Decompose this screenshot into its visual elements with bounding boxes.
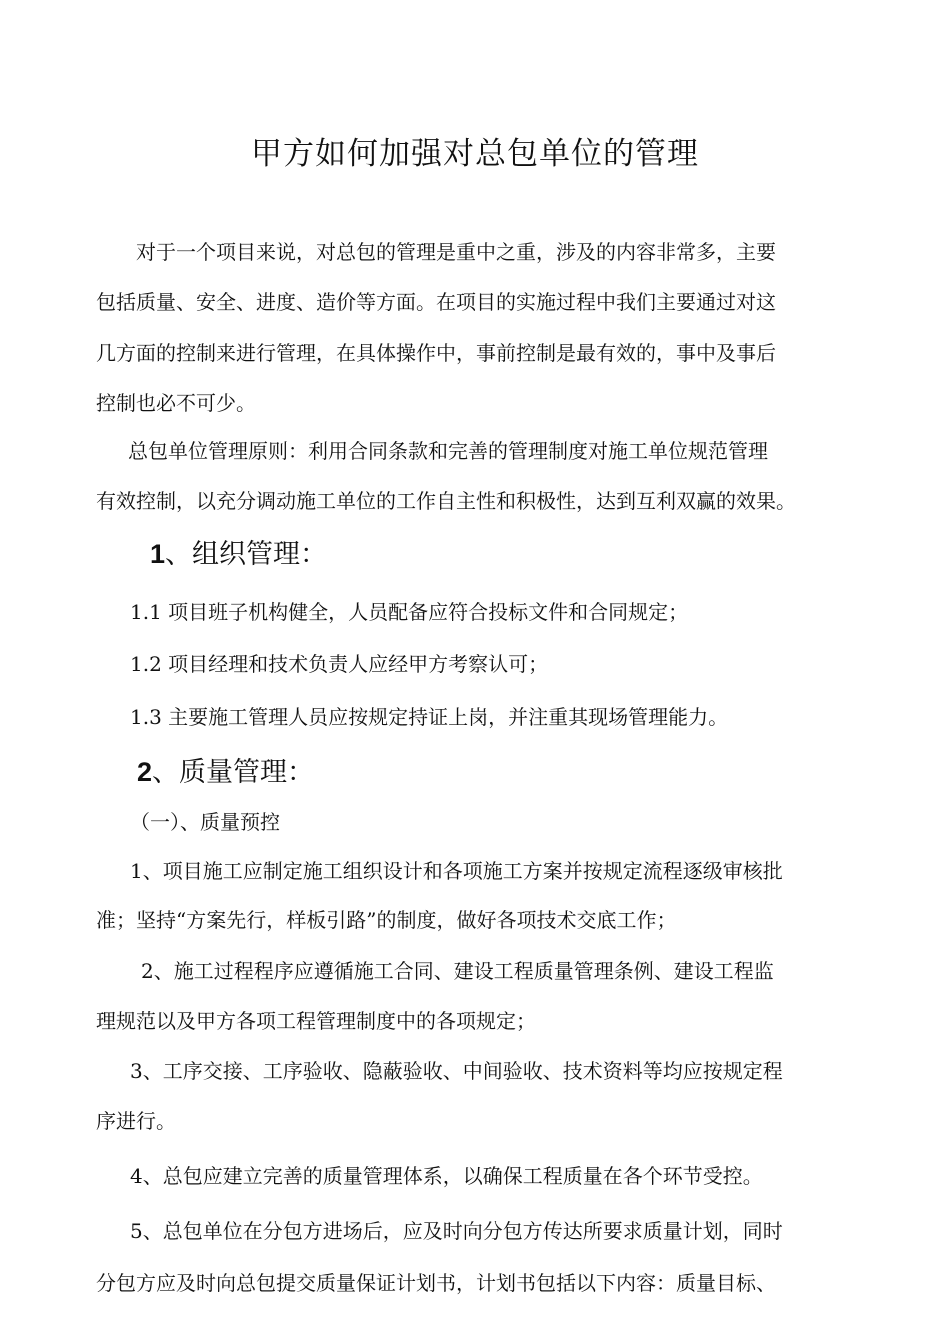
section-heading-organization (150, 537, 327, 572)
quality-item-line: 5、总包单位在分包方进场后，应及时向分包方传达所要求质量计划，同时 (130, 1219, 783, 1243)
intro-line-3: 几方面的控制来进行管理，在具体操作中，事前控制是最有效的，事中及事后 (96, 341, 776, 365)
principle-line-1: 总包单位管理原则：利用合同条款和完善的管理制度对施工单位规范管理 (128, 439, 768, 463)
quality-item-line: 准；坚持“方案先行，样板引路”的制度，做好各项技术交底工作； (96, 908, 677, 932)
org-item-1: 1.1 项目班子机构健全，人员配备应符合投标文件和合同规定； (130, 600, 689, 624)
document-title: 甲方如何加强对总包单位的管理 (251, 136, 699, 172)
intro-line-2: 包括质量、安全、进度、造价等方面。在项目的实施过程中我们主要通过对这 (96, 290, 776, 314)
quality-subheading: （一）、质量预控 (130, 810, 280, 834)
section-number: 1 (150, 539, 166, 569)
intro-line-4: 控制也必不可少。 (96, 391, 256, 415)
principle-line-2: 有效控制，以充分调动施工单位的工作自主性和积极性，达到互利双赢的效果。 (96, 489, 796, 513)
quality-item-line: 分包方应及时向总包提交质量保证计划书，计划书包括以下内容：质量目标、 (96, 1271, 776, 1295)
section-title: 、质量管理： (152, 757, 315, 788)
section-title: 、组织管理： (165, 539, 328, 570)
quality-item-line: 3、工序交接、工序验收、隐蔽验收、中间验收、技术资料等均应按规定程 (130, 1059, 783, 1083)
quality-item-line: 4、总包应建立完善的质量管理体系，以确保工程质量在各个环节受控。 (130, 1164, 763, 1188)
org-item-2: 1.2 项目经理和技术负责人应经甲方考察认可； (130, 652, 549, 676)
section-heading-quality (137, 755, 314, 790)
section-number: 2 (137, 757, 153, 787)
quality-item-line: 理规范以及甲方各项工程管理制度中的各项规定； (96, 1009, 536, 1033)
intro-line-1: 对于一个项目来说，对总包的管理是重中之重，涉及的内容非常多，主要 (136, 240, 776, 264)
quality-item-line: 1、项目施工应制定施工组织设计和各项施工方案并按规定流程逐级审核批 (130, 859, 783, 883)
org-item-3: 1.3 主要施工管理人员应按规定持证上岗，并注重其现场管理能力。 (130, 705, 729, 729)
quality-item-line: 2、施工过程程序应遵循施工合同、建设工程质量管理条例、建设工程监 (141, 959, 774, 983)
quality-item-line: 序进行。 (96, 1109, 176, 1133)
